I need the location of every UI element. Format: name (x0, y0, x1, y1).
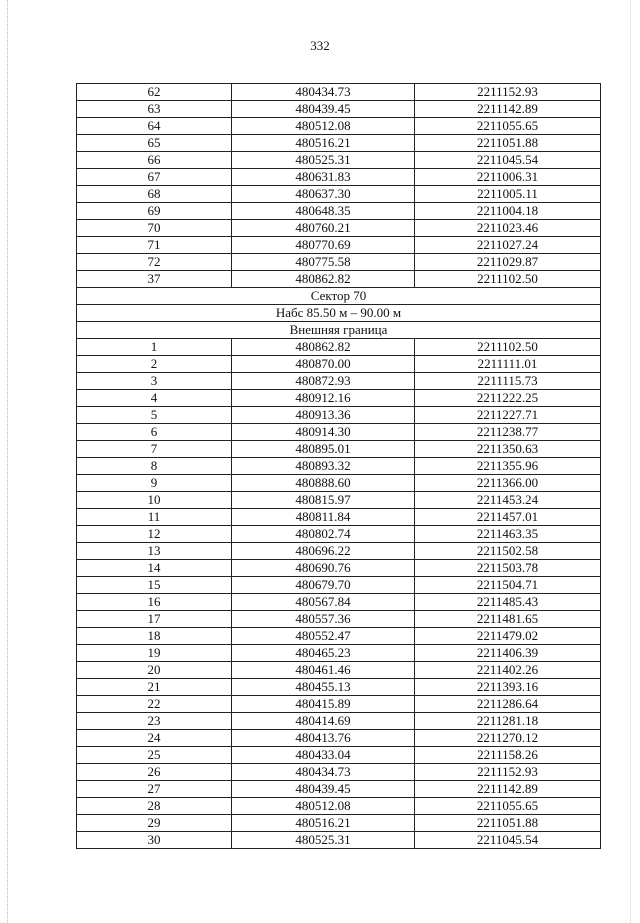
point-number-cell: 37 (77, 271, 232, 288)
sector-boundary-label: Внешняя граница (77, 322, 601, 339)
coord-y-cell: 2211502.58 (415, 543, 601, 560)
table-row (77, 781, 601, 798)
coord-x-cell: 480434.73 (232, 764, 415, 781)
point-number-cell: 30 (77, 832, 232, 849)
coord-x-cell: 480439.45 (232, 101, 415, 118)
coord-y-cell: 2211102.50 (415, 271, 601, 288)
table-row (77, 628, 601, 645)
point-number-cell: 20 (77, 662, 232, 679)
scan-edge-right (630, 0, 640, 923)
point-number-cell: 21 (77, 679, 232, 696)
sector-title: Сектор 70 (77, 288, 601, 305)
table-row (77, 339, 601, 356)
point-number-cell: 22 (77, 696, 232, 713)
coord-x-cell: 480775.58 (232, 254, 415, 271)
point-number-cell: 72 (77, 254, 232, 271)
coord-y-cell: 2211055.65 (415, 798, 601, 815)
point-number-cell: 69 (77, 203, 232, 220)
coord-y-cell: 2211045.54 (415, 152, 601, 169)
point-number-cell: 2 (77, 356, 232, 373)
coord-x-cell: 480770.69 (232, 237, 415, 254)
point-number-cell: 3 (77, 373, 232, 390)
table-row (77, 118, 601, 135)
coord-x-cell: 480914.30 (232, 424, 415, 441)
coord-x-cell: 480696.22 (232, 543, 415, 560)
table-row (77, 662, 601, 679)
coord-x-cell: 480557.36 (232, 611, 415, 628)
coord-y-cell: 2211485.43 (415, 594, 601, 611)
coord-y-cell: 2211111.01 (415, 356, 601, 373)
coord-x-cell: 480439.45 (232, 781, 415, 798)
table-row (77, 679, 601, 696)
coord-y-cell: 2211051.88 (415, 135, 601, 152)
coord-x-cell: 480516.21 (232, 815, 415, 832)
table-row (77, 594, 601, 611)
coord-y-cell: 2211281.18 (415, 713, 601, 730)
coord-x-cell: 480913.36 (232, 407, 415, 424)
coord-y-cell: 2211453.24 (415, 492, 601, 509)
point-number-cell: 67 (77, 169, 232, 186)
table-row (77, 424, 601, 441)
coord-y-cell: 2211045.54 (415, 832, 601, 849)
coord-y-cell: 2211115.73 (415, 373, 601, 390)
coord-y-cell: 2211158.26 (415, 747, 601, 764)
coord-y-cell: 2211142.89 (415, 101, 601, 118)
point-number-cell: 15 (77, 577, 232, 594)
coord-x-cell: 480760.21 (232, 220, 415, 237)
coord-y-cell: 2211027.24 (415, 237, 601, 254)
coordinates-table (76, 83, 601, 849)
table-row (77, 577, 601, 594)
point-number-cell: 23 (77, 713, 232, 730)
coord-x-cell: 480516.21 (232, 135, 415, 152)
coord-x-cell: 480893.32 (232, 458, 415, 475)
coord-y-cell: 2211142.89 (415, 781, 601, 798)
coord-x-cell: 480802.74 (232, 526, 415, 543)
table-row (77, 798, 601, 815)
coord-x-cell: 480648.35 (232, 203, 415, 220)
table-row (77, 237, 601, 254)
coord-x-cell: 480637.30 (232, 186, 415, 203)
table-row (77, 203, 601, 220)
table-row (77, 696, 601, 713)
point-number-cell: 18 (77, 628, 232, 645)
point-number-cell: 17 (77, 611, 232, 628)
sector-header (77, 288, 601, 339)
coord-x-cell: 480912.16 (232, 390, 415, 407)
coord-y-cell: 2211023.46 (415, 220, 601, 237)
point-number-cell: 11 (77, 509, 232, 526)
point-number-cell: 64 (77, 118, 232, 135)
point-number-cell: 6 (77, 424, 232, 441)
table-row (77, 186, 601, 203)
table-row (77, 458, 601, 475)
table-row (77, 390, 601, 407)
point-number-cell: 14 (77, 560, 232, 577)
table-row (77, 407, 601, 424)
table-row (77, 526, 601, 543)
coord-x-cell: 480862.82 (232, 271, 415, 288)
point-number-cell: 7 (77, 441, 232, 458)
point-number-cell: 29 (77, 815, 232, 832)
coord-y-cell: 2211055.65 (415, 118, 601, 135)
coord-y-cell: 2211222.25 (415, 390, 601, 407)
coord-x-cell: 480413.76 (232, 730, 415, 747)
table-row (77, 645, 601, 662)
coord-y-cell: 2211402.26 (415, 662, 601, 679)
point-number-cell: 16 (77, 594, 232, 611)
point-number-cell: 1 (77, 339, 232, 356)
sector-height-range: Набс 85.50 м – 90.00 м (77, 305, 601, 322)
coord-x-cell: 480690.76 (232, 560, 415, 577)
point-number-cell: 70 (77, 220, 232, 237)
sector-title-row (77, 288, 601, 305)
coord-y-cell: 2211005.11 (415, 186, 601, 203)
coord-y-cell: 2211393.16 (415, 679, 601, 696)
coordinates-table-bottom-section (77, 339, 601, 849)
table-row (77, 254, 601, 271)
coord-x-cell: 480552.47 (232, 628, 415, 645)
coord-y-cell: 2211152.93 (415, 764, 601, 781)
coord-x-cell: 480415.89 (232, 696, 415, 713)
sector-boundary-row (77, 322, 601, 339)
coord-x-cell: 480631.83 (232, 169, 415, 186)
coord-y-cell: 2211270.12 (415, 730, 601, 747)
coord-y-cell: 2211366.00 (415, 475, 601, 492)
coord-x-cell: 480455.13 (232, 679, 415, 696)
table-row (77, 764, 601, 781)
table-row (77, 611, 601, 628)
table-row (77, 832, 601, 849)
coord-y-cell: 2211006.31 (415, 169, 601, 186)
coord-x-cell: 480870.00 (232, 356, 415, 373)
table-row (77, 560, 601, 577)
point-number-cell: 12 (77, 526, 232, 543)
point-number-cell: 24 (77, 730, 232, 747)
table-row (77, 509, 601, 526)
coord-y-cell: 2211102.50 (415, 339, 601, 356)
coord-x-cell: 480512.08 (232, 798, 415, 815)
table-row (77, 135, 601, 152)
coord-x-cell: 480679.70 (232, 577, 415, 594)
table-row (77, 475, 601, 492)
coord-x-cell: 480815.97 (232, 492, 415, 509)
point-number-cell: 9 (77, 475, 232, 492)
coord-x-cell: 480567.84 (232, 594, 415, 611)
table-row (77, 373, 601, 390)
table-row (77, 220, 601, 237)
coord-x-cell: 480433.04 (232, 747, 415, 764)
coord-x-cell: 480811.84 (232, 509, 415, 526)
point-number-cell: 27 (77, 781, 232, 798)
coord-y-cell: 2211029.87 (415, 254, 601, 271)
coord-y-cell: 2211051.88 (415, 815, 601, 832)
table-row (77, 152, 601, 169)
point-number-cell: 4 (77, 390, 232, 407)
coord-x-cell: 480512.08 (232, 118, 415, 135)
coord-y-cell: 2211238.77 (415, 424, 601, 441)
coord-y-cell: 2211355.96 (415, 458, 601, 475)
coord-y-cell: 2211504.71 (415, 577, 601, 594)
coordinates-table-top-section (77, 84, 601, 288)
point-number-cell: 28 (77, 798, 232, 815)
point-number-cell: 8 (77, 458, 232, 475)
point-number-cell: 68 (77, 186, 232, 203)
coord-y-cell: 2211457.01 (415, 509, 601, 526)
point-number-cell: 10 (77, 492, 232, 509)
table-row (77, 84, 601, 101)
table-row (77, 441, 601, 458)
page-number: 332 (310, 38, 330, 53)
coord-y-cell: 2211479.02 (415, 628, 601, 645)
coord-y-cell: 2211406.39 (415, 645, 601, 662)
coord-y-cell: 2211481.65 (415, 611, 601, 628)
coord-y-cell: 2211463.35 (415, 526, 601, 543)
table-row (77, 356, 601, 373)
coord-y-cell: 2211286.64 (415, 696, 601, 713)
point-number-cell: 25 (77, 747, 232, 764)
point-number-cell: 66 (77, 152, 232, 169)
point-number-cell: 13 (77, 543, 232, 560)
coord-x-cell: 480461.46 (232, 662, 415, 679)
table-row (77, 543, 601, 560)
table-row (77, 101, 601, 118)
table-row (77, 492, 601, 509)
table-row (77, 713, 601, 730)
point-number-cell: 19 (77, 645, 232, 662)
coord-x-cell: 480888.60 (232, 475, 415, 492)
coord-x-cell: 480525.31 (232, 832, 415, 849)
point-number-cell: 71 (77, 237, 232, 254)
sector-height-row (77, 305, 601, 322)
table-row (77, 747, 601, 764)
coord-x-cell: 480414.69 (232, 713, 415, 730)
coord-y-cell: 2211503.78 (415, 560, 601, 577)
table-row (77, 815, 601, 832)
coord-y-cell: 2211350.63 (415, 441, 601, 458)
coord-x-cell: 480895.01 (232, 441, 415, 458)
point-number-cell: 63 (77, 101, 232, 118)
point-number-cell: 5 (77, 407, 232, 424)
coord-x-cell: 480465.23 (232, 645, 415, 662)
table-row (77, 169, 601, 186)
table-row (77, 730, 601, 747)
coord-y-cell: 2211227.71 (415, 407, 601, 424)
coord-y-cell: 2211004.18 (415, 203, 601, 220)
coord-y-cell: 2211152.93 (415, 84, 601, 101)
coord-x-cell: 480434.73 (232, 84, 415, 101)
scan-edge-left (0, 0, 8, 923)
point-number-cell: 26 (77, 764, 232, 781)
coord-x-cell: 480872.93 (232, 373, 415, 390)
point-number-cell: 62 (77, 84, 232, 101)
table-row (77, 271, 601, 288)
coord-x-cell: 480525.31 (232, 152, 415, 169)
coord-x-cell: 480862.82 (232, 339, 415, 356)
point-number-cell: 65 (77, 135, 232, 152)
